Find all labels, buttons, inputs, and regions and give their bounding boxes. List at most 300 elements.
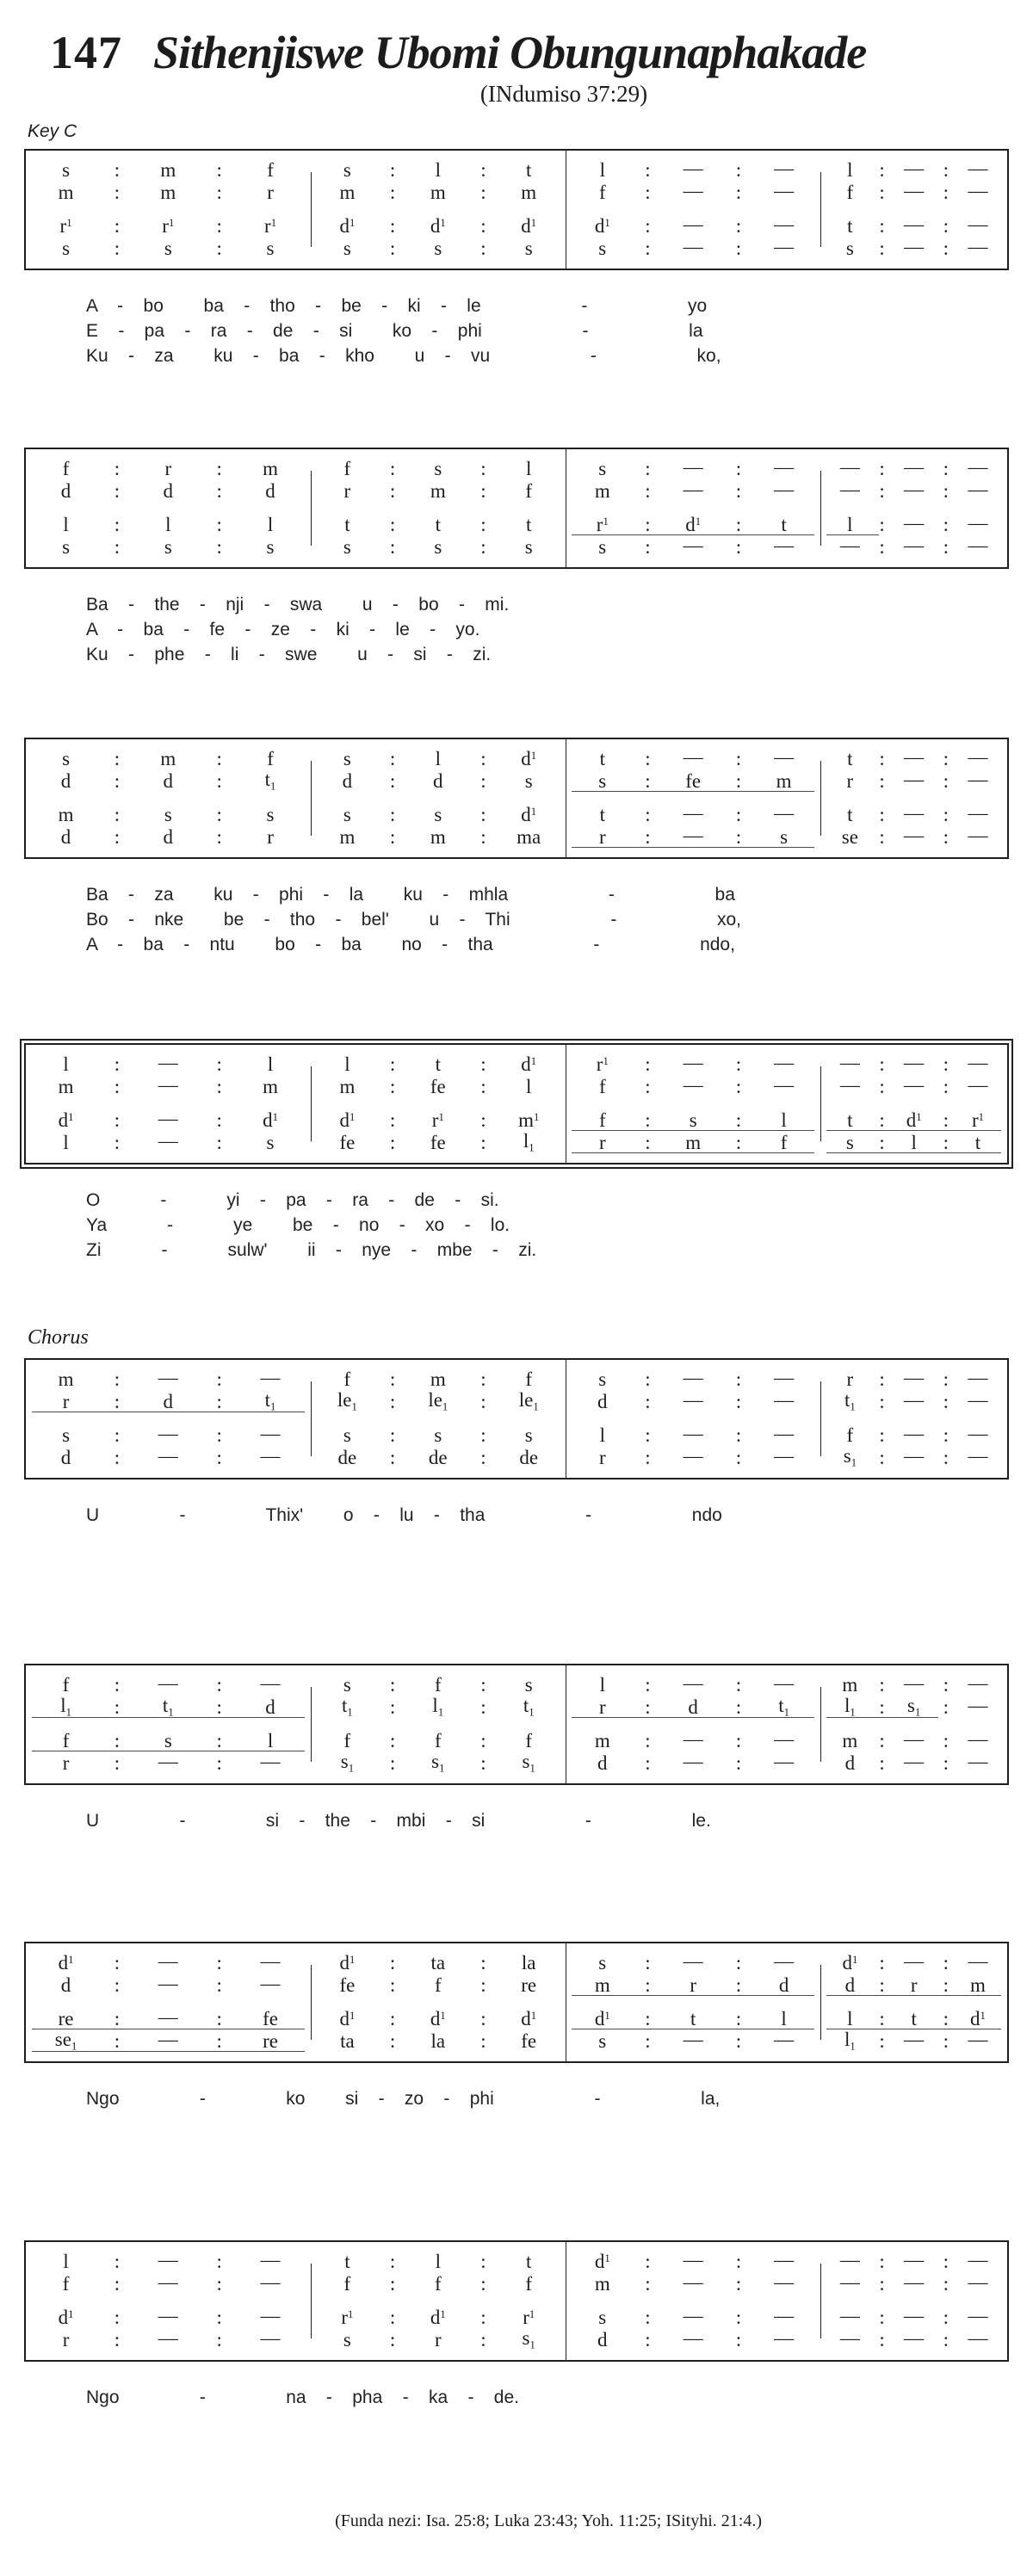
beat-separator: : xyxy=(943,1424,949,1446)
measure xyxy=(820,1446,1007,1468)
note: de xyxy=(337,1446,357,1468)
measure xyxy=(311,158,566,181)
note: d xyxy=(163,479,174,502)
beat-separator: : xyxy=(943,1696,949,1718)
beat-separator: : xyxy=(216,158,222,181)
voice-row xyxy=(26,1075,1007,1097)
beat-separator: : xyxy=(943,158,949,181)
note: $t_1$ xyxy=(342,1694,353,1719)
measure xyxy=(311,2250,566,2272)
note: — xyxy=(904,745,925,768)
beat-separator: : xyxy=(480,1390,486,1412)
beat-separator: : xyxy=(216,1673,222,1696)
note: r xyxy=(164,457,172,479)
voice-row xyxy=(26,1131,1007,1153)
beat-separator: : xyxy=(735,825,742,848)
beat-separator: : xyxy=(216,1751,222,1774)
note: $d^1$ xyxy=(58,2306,74,2328)
note: — xyxy=(774,1073,795,1096)
note: — xyxy=(839,1051,860,1073)
note: — xyxy=(774,745,795,768)
note: s xyxy=(524,237,533,259)
lyrics-block xyxy=(24,1503,1009,1528)
beat-separator: : xyxy=(645,1974,651,1996)
note: — xyxy=(158,1422,178,1444)
beat-separator: : xyxy=(943,1390,949,1412)
note: — xyxy=(968,235,988,257)
beat-separator: : xyxy=(114,513,121,535)
note: f xyxy=(525,1368,533,1390)
lyric-line: A - bo ba - tho - be - ki - le - yo xyxy=(86,296,708,316)
beat-separator: : xyxy=(645,1131,651,1153)
note: s xyxy=(343,1424,351,1446)
note: — xyxy=(158,2005,178,2028)
note: — xyxy=(158,1949,178,1972)
beat-separator: : xyxy=(480,1424,486,1446)
note: — xyxy=(774,1949,795,1972)
note: f xyxy=(267,158,274,181)
note: t xyxy=(847,803,853,825)
beat-separator: : xyxy=(114,747,121,769)
measure xyxy=(311,181,566,203)
note: — xyxy=(904,534,925,556)
note: — xyxy=(968,2304,988,2326)
beat-separator: : xyxy=(480,181,486,203)
note: l xyxy=(435,747,441,769)
note: $r^1$ xyxy=(341,2306,354,2328)
note: s xyxy=(164,1729,172,1751)
beat-separator: : xyxy=(735,2272,742,2295)
note: $d^1$ xyxy=(521,214,537,237)
beat-separator: : xyxy=(879,181,885,203)
beat-separator: : xyxy=(114,214,121,237)
note: — xyxy=(260,2248,281,2270)
note: m xyxy=(521,181,537,203)
note: t xyxy=(526,513,532,535)
beat-separator: : xyxy=(114,1673,121,1696)
beat-separator: : xyxy=(879,479,885,502)
note: d xyxy=(433,769,443,792)
note: — xyxy=(968,1422,988,1444)
note: $t_1$ xyxy=(264,768,276,793)
beat-separator: : xyxy=(480,1131,486,1153)
note: s xyxy=(164,535,172,558)
note: $d^1$ xyxy=(842,1951,858,1974)
barline xyxy=(311,1965,312,2041)
beat-separator: : xyxy=(480,1951,486,1974)
note: t xyxy=(974,1131,981,1153)
measure xyxy=(311,1075,566,1097)
barline xyxy=(820,761,821,837)
measure xyxy=(820,2029,1007,2052)
note: d xyxy=(597,1751,608,1774)
note: $d^1$ xyxy=(430,2007,446,2029)
note: — xyxy=(683,213,703,235)
beat-separator: : xyxy=(735,237,742,259)
slur-underline xyxy=(572,1995,814,1996)
note: m xyxy=(430,479,446,502)
note: — xyxy=(968,511,988,534)
note: — xyxy=(774,1388,795,1411)
note: re xyxy=(521,1974,537,1996)
beat-separator: : xyxy=(879,214,885,237)
note: — xyxy=(904,2248,925,2270)
note: — xyxy=(904,213,925,235)
note: — xyxy=(683,2326,703,2349)
beat-separator: : xyxy=(943,2250,949,2272)
measure xyxy=(311,1053,566,1075)
measure xyxy=(311,479,566,502)
beat-separator: : xyxy=(389,214,396,237)
beat-separator: : xyxy=(879,2306,885,2328)
beat-separator: : xyxy=(389,1673,396,1696)
note: — xyxy=(904,1671,925,1694)
beat-separator: : xyxy=(389,479,396,502)
barline xyxy=(311,2264,312,2339)
slur-underline xyxy=(826,1152,1001,1153)
measure xyxy=(566,2328,820,2351)
voice-row xyxy=(26,2250,1007,2272)
note: — xyxy=(260,2270,281,2293)
note: d xyxy=(60,1974,71,1996)
measure xyxy=(566,1696,820,1718)
measure xyxy=(566,1368,820,1390)
note: — xyxy=(774,2028,795,2050)
note: s xyxy=(434,535,442,558)
note: — xyxy=(904,1073,925,1096)
note: la xyxy=(521,1951,536,1974)
note: se xyxy=(841,825,858,848)
note: $s_1$ xyxy=(340,1750,355,1775)
beat-separator: : xyxy=(645,2328,651,2351)
note: $d^1$ xyxy=(430,214,446,237)
note: — xyxy=(260,1671,281,1694)
beat-separator: : xyxy=(879,1075,885,1097)
beat-separator: : xyxy=(735,2250,742,2272)
note: — xyxy=(683,1444,703,1467)
note: — xyxy=(774,2304,795,2326)
note: — xyxy=(158,1444,178,1467)
voice-row xyxy=(26,2272,1007,2295)
note: m xyxy=(58,803,74,825)
beat-separator: : xyxy=(216,1446,222,1468)
note: — xyxy=(774,1444,795,1467)
note: — xyxy=(774,1051,795,1073)
note: — xyxy=(774,478,795,500)
voice-row xyxy=(26,181,1007,203)
measure xyxy=(311,769,566,792)
note: — xyxy=(774,1727,795,1750)
note: m xyxy=(58,181,74,203)
note: f xyxy=(434,1974,442,1996)
note: — xyxy=(904,1051,925,1073)
note: $r^1$ xyxy=(523,2306,535,2328)
note: d xyxy=(60,479,71,502)
beat-separator: : xyxy=(389,2029,396,2052)
note: $r^1$ xyxy=(596,513,609,535)
beat-separator: : xyxy=(114,2272,121,2295)
beat-separator: : xyxy=(480,747,486,769)
lyric-line: Bo - nke be - tho - bel' u - Thi - xo, xyxy=(86,910,742,930)
barline xyxy=(820,2264,821,2339)
note: r xyxy=(62,1751,70,1774)
note: de xyxy=(519,1446,539,1468)
beat-separator: : xyxy=(389,2306,396,2328)
measure xyxy=(26,1696,311,1718)
measure xyxy=(311,1390,566,1412)
note: l xyxy=(165,513,171,535)
beat-separator: : xyxy=(645,181,651,203)
note: $d^1$ xyxy=(906,1109,922,1131)
lyrics-block xyxy=(24,293,1009,368)
note: — xyxy=(683,1388,703,1411)
note: $d^1$ xyxy=(594,2007,610,2029)
note: — xyxy=(968,179,988,201)
stave xyxy=(24,738,1009,859)
beat-separator: : xyxy=(645,1424,651,1446)
beat-separator: : xyxy=(943,747,949,769)
note: s xyxy=(524,1424,533,1446)
note: s xyxy=(434,237,442,259)
note: $d^1$ xyxy=(430,2306,446,2328)
note: r xyxy=(62,2328,70,2351)
note: s xyxy=(598,535,607,558)
beat-separator: : xyxy=(879,158,885,181)
note: — xyxy=(968,2028,988,2050)
note: — xyxy=(968,1671,988,1694)
note: $d^1$ xyxy=(685,513,702,535)
note: f xyxy=(434,1729,442,1751)
beat-separator: : xyxy=(943,214,949,237)
lyrics-block xyxy=(24,592,1009,667)
beat-separator: : xyxy=(216,1075,222,1097)
beat-separator: : xyxy=(645,1751,651,1774)
note: s xyxy=(62,747,71,769)
beat-separator: : xyxy=(114,479,121,502)
beat-separator: : xyxy=(216,1974,222,1996)
note: — xyxy=(683,235,703,257)
note: — xyxy=(904,2270,925,2293)
note: — xyxy=(968,1051,988,1073)
note: f xyxy=(62,1729,70,1751)
note: l xyxy=(847,513,853,535)
beat-separator: : xyxy=(735,1951,742,1974)
beat-separator: : xyxy=(735,457,742,479)
beat-separator: : xyxy=(216,1729,222,1751)
beat-separator: : xyxy=(114,181,121,203)
measure xyxy=(311,1131,566,1153)
note: f xyxy=(525,1729,533,1751)
beat-separator: : xyxy=(389,181,396,203)
note: — xyxy=(968,1949,988,1972)
note: l xyxy=(781,2007,787,2029)
beat-separator: : xyxy=(735,1131,742,1153)
beat-separator: : xyxy=(735,513,742,535)
barline xyxy=(820,1965,821,2041)
voice-pair-gap xyxy=(26,792,1007,803)
beat-separator: : xyxy=(216,2250,222,2272)
beat-separator: : xyxy=(389,747,396,769)
measure xyxy=(311,237,566,259)
note: re xyxy=(58,2007,74,2029)
beat-separator: : xyxy=(879,2007,885,2029)
voice-pair-gap xyxy=(26,1718,1007,1729)
note: $s_1$ xyxy=(907,1694,921,1719)
measure xyxy=(566,1131,820,1153)
note: m xyxy=(58,1075,74,1097)
note: l xyxy=(63,1053,69,1075)
measure xyxy=(820,2306,1007,2328)
note: — xyxy=(904,824,925,846)
note: s xyxy=(598,457,607,479)
note: — xyxy=(839,2304,860,2326)
beat-separator: : xyxy=(389,1974,396,1996)
note: — xyxy=(774,2270,795,2293)
note: — xyxy=(774,179,795,201)
note: m xyxy=(160,181,176,203)
voice-row xyxy=(26,535,1007,558)
beat-separator: : xyxy=(943,181,949,203)
measure xyxy=(311,214,566,237)
beat-separator: : xyxy=(114,825,121,848)
note: — xyxy=(968,2270,988,2293)
measure xyxy=(311,1696,566,1718)
beat-separator: : xyxy=(480,1075,486,1097)
beat-separator: : xyxy=(480,158,486,181)
beat-separator: : xyxy=(879,535,885,558)
measure xyxy=(311,1729,566,1751)
beat-separator: : xyxy=(480,2272,486,2295)
slur-underline xyxy=(572,847,814,848)
note: — xyxy=(774,2248,795,2270)
lyric-line: A - ba - ntu bo - ba no - tha - ndo, xyxy=(86,935,735,954)
beat-separator: : xyxy=(114,2328,121,2351)
note: m xyxy=(430,1368,446,1390)
note: — xyxy=(968,1727,988,1750)
hymn-number: 147 xyxy=(50,27,122,78)
note: s xyxy=(343,158,351,181)
note: r xyxy=(267,181,274,203)
measure xyxy=(26,2029,311,2052)
note: s xyxy=(598,2306,607,2328)
note: — xyxy=(683,478,703,500)
slur-underline xyxy=(32,1717,305,1718)
note: r xyxy=(62,1390,70,1412)
note: — xyxy=(260,1366,281,1388)
note: — xyxy=(968,2248,988,2270)
beat-separator: : xyxy=(735,1974,742,1996)
voice-row xyxy=(26,479,1007,502)
note: m xyxy=(842,1673,858,1696)
beat-separator: : xyxy=(480,1974,486,1996)
voice-row xyxy=(26,1053,1007,1075)
note: m xyxy=(970,1974,986,1996)
beat-separator: : xyxy=(389,1951,396,1974)
note: — xyxy=(968,824,988,846)
measure xyxy=(566,1053,820,1075)
measure xyxy=(311,2029,566,2052)
note: r xyxy=(598,1446,606,1468)
note: t xyxy=(435,513,441,535)
voice-row xyxy=(26,457,1007,479)
note: $r^1$ xyxy=(162,214,175,237)
note: s xyxy=(343,237,351,259)
voice-row xyxy=(26,1673,1007,1696)
beat-separator: : xyxy=(943,1131,949,1153)
measure xyxy=(566,803,820,825)
note: — xyxy=(683,1422,703,1444)
measure xyxy=(311,1368,566,1390)
note: f xyxy=(598,181,606,203)
measure xyxy=(820,1951,1007,1974)
note: l xyxy=(267,513,274,535)
measure xyxy=(26,457,311,479)
note: r xyxy=(846,769,854,792)
beat-separator: : xyxy=(114,535,121,558)
note: f xyxy=(780,1131,788,1153)
measure xyxy=(311,2306,566,2328)
beat-separator: : xyxy=(216,2007,222,2029)
note: r xyxy=(343,479,351,502)
beat-separator: : xyxy=(735,803,742,825)
lyric-line: Zi - sulw' ii - nye - mbe - zi. xyxy=(86,1240,537,1260)
note: — xyxy=(260,1444,281,1467)
measure xyxy=(26,1109,311,1131)
key-label: Key C xyxy=(28,121,77,141)
beat-separator: : xyxy=(645,1729,651,1751)
note: $le_1$ xyxy=(518,1388,539,1413)
measure xyxy=(566,1390,820,1412)
measure xyxy=(566,2029,820,2052)
note: $d^1$ xyxy=(970,2007,986,2029)
note: — xyxy=(774,534,795,556)
measure xyxy=(26,1075,311,1097)
voice-row xyxy=(26,1424,1007,1446)
note: $r^1$ xyxy=(971,1109,984,1131)
stave xyxy=(24,2240,1009,2362)
barline xyxy=(820,1066,821,1142)
note: ta xyxy=(430,1951,446,1974)
note: d xyxy=(60,769,71,792)
note: — xyxy=(904,157,925,179)
note: f xyxy=(434,2272,442,2295)
note: — xyxy=(158,1671,178,1694)
measure xyxy=(820,1075,1007,1097)
measure xyxy=(26,747,311,769)
note: $d^1$ xyxy=(58,1951,74,1974)
voice-row xyxy=(26,1696,1007,1718)
lyric-line: E - pa - ra - de - si ko - phi - la xyxy=(86,321,703,341)
beat-separator: : xyxy=(879,1696,885,1718)
note: s xyxy=(524,769,533,792)
note: $r^1$ xyxy=(264,214,277,237)
note: t xyxy=(526,158,532,181)
beat-separator: : xyxy=(943,2272,949,2295)
note: $l_1$ xyxy=(844,1694,856,1719)
note: — xyxy=(968,534,988,556)
measure xyxy=(820,803,1007,825)
stave xyxy=(24,448,1009,569)
note: r xyxy=(598,1131,606,1153)
note: f xyxy=(343,1729,351,1751)
voice-row xyxy=(26,1390,1007,1412)
scripture-references: (Funda nezi: Isa. 25:8; Luka 23:43; Yoh. 11:25; ISityhi. 21:4.) xyxy=(335,2511,762,2530)
beat-separator: : xyxy=(735,1368,742,1390)
note: $s_1$ xyxy=(522,2326,535,2351)
note: s xyxy=(343,747,351,769)
lyric-line: A - ba - fe - ze - ki - le - yo. xyxy=(86,620,480,639)
beat-separator: : xyxy=(645,237,651,259)
